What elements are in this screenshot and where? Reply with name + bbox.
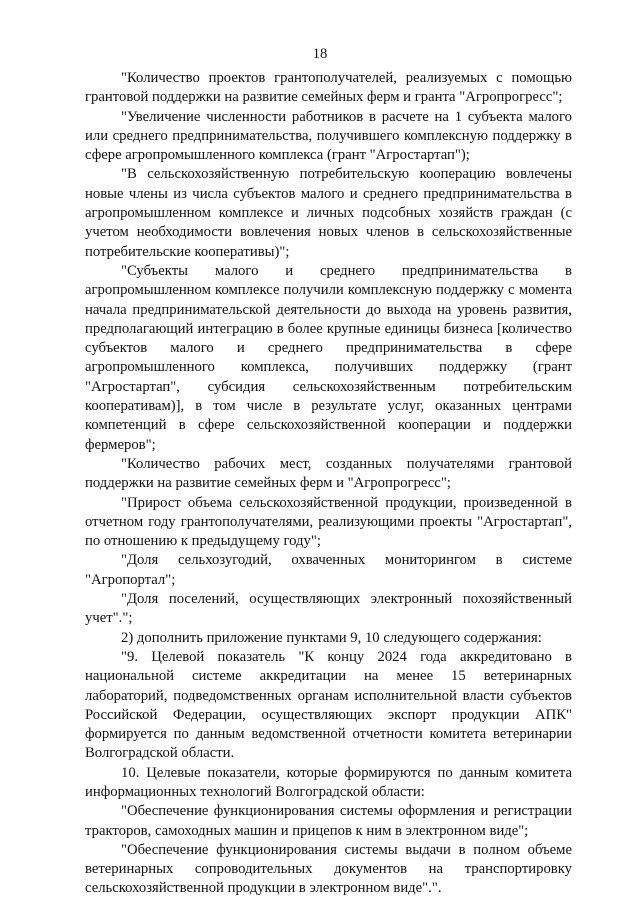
paragraph-item-9: "9. Целевой показатель "К концу 2024 года аккредитовано в национальной системе аккредитации на менее 15 ветеринарных лабораторий, подведомственных органам исполнительной власти субъектов Российской Федерации, осуществляющих экспорт продукции АПК" формируется по данным ведомственной отчетности комитета ветеринарии Волгоградской области. bbox=[85, 648, 572, 762]
paragraph-indicator-sme-support: "Субъекты малого и среднего предпринимательства в агропромышленном комплексе получили комплексную поддержку с момента начала предпринимательской деятельности до выхода на уровень развития, предполагающий интеграцию в более крупные единицы бизнеса [количество субъектов малого и среднего предпринимательства в сфере агропромышленного комплекса, получивших поддержку (грант "Агростартап", субсидия сельскохозяйственным потребительским кооперативам)], в том числе в результате услуг, оказанных центрами компетенций в сфере сельскохозяйственной кооперации и поддержки фермеров"; bbox=[85, 262, 572, 453]
paragraph-indicator-land-monitoring: "Доля сельхозугодий, охваченных мониторингом в системе "Агропортал"; bbox=[85, 552, 572, 588]
document-body bbox=[85, 69, 572, 899]
paragraph-amendment-item-2: 2) дополнить приложение пунктами 9, 10 следующего содержания: bbox=[121, 629, 542, 646]
paragraph-indicator-veterinary-documents: "Обеспечение функционирования системы выдачи в полном объеме ветеринарных сопроводительных документов на транспортировку сельскохозяйственной продукции в электронном виде".". bbox=[85, 841, 572, 897]
paragraph-indicator-cooperation-members: "В сельскохозяйственную потребительскую кооперацию вовлечены новые члены из числа субъектов малого и среднего предпринимательства в агропромышленном комплексе и личных подсобных хозяйств граждан (с учетом необходимости вовлечения новых членов в сельскохозяйственные потребительские кооперативы)"; bbox=[85, 166, 572, 260]
page-number: 18 bbox=[312, 46, 328, 62]
paragraph-item-10: 10. Целевые показатели, которые формируются по данным комитета информационных технологий Волгоградской области: bbox=[85, 764, 572, 800]
paragraph-indicator-grant-projects: "Количество проектов грантополучателей, реализуемых с помощью грантовой поддержки на развитие семейных ферм и гранта "Агропрогресс"; bbox=[85, 70, 572, 106]
paragraph-indicator-electronic-accounting: "Доля поселений, осуществляющих электронный похозяйственный учет"."; bbox=[85, 591, 572, 627]
paragraph-indicator-workers-growth: "Увеличение численности работников в расчете на 1 субъекта малого или среднего предпринимательства, получившего комплексную поддержку в сфере агропромышленного комплекса (грант "Агростартап"); bbox=[85, 108, 572, 164]
paragraph-indicator-tractor-registration: "Обеспечение функционирования системы оформления и регистрации тракторов, самоходных машин и прицепов к ним в электронном виде"; bbox=[85, 803, 572, 839]
paragraph-indicator-production-growth: "Прирост объема сельскохозяйственной продукции, произведенной в отчетном году грантополучателями, реализующими проекты "Агростартап", по отношению к предыдущему году"; bbox=[85, 494, 572, 550]
paragraph-indicator-jobs-created: "Количество рабочих мест, созданных получателями грантовой поддержки на развитие семейных ферм и "Агропрогресс"; bbox=[85, 455, 572, 492]
